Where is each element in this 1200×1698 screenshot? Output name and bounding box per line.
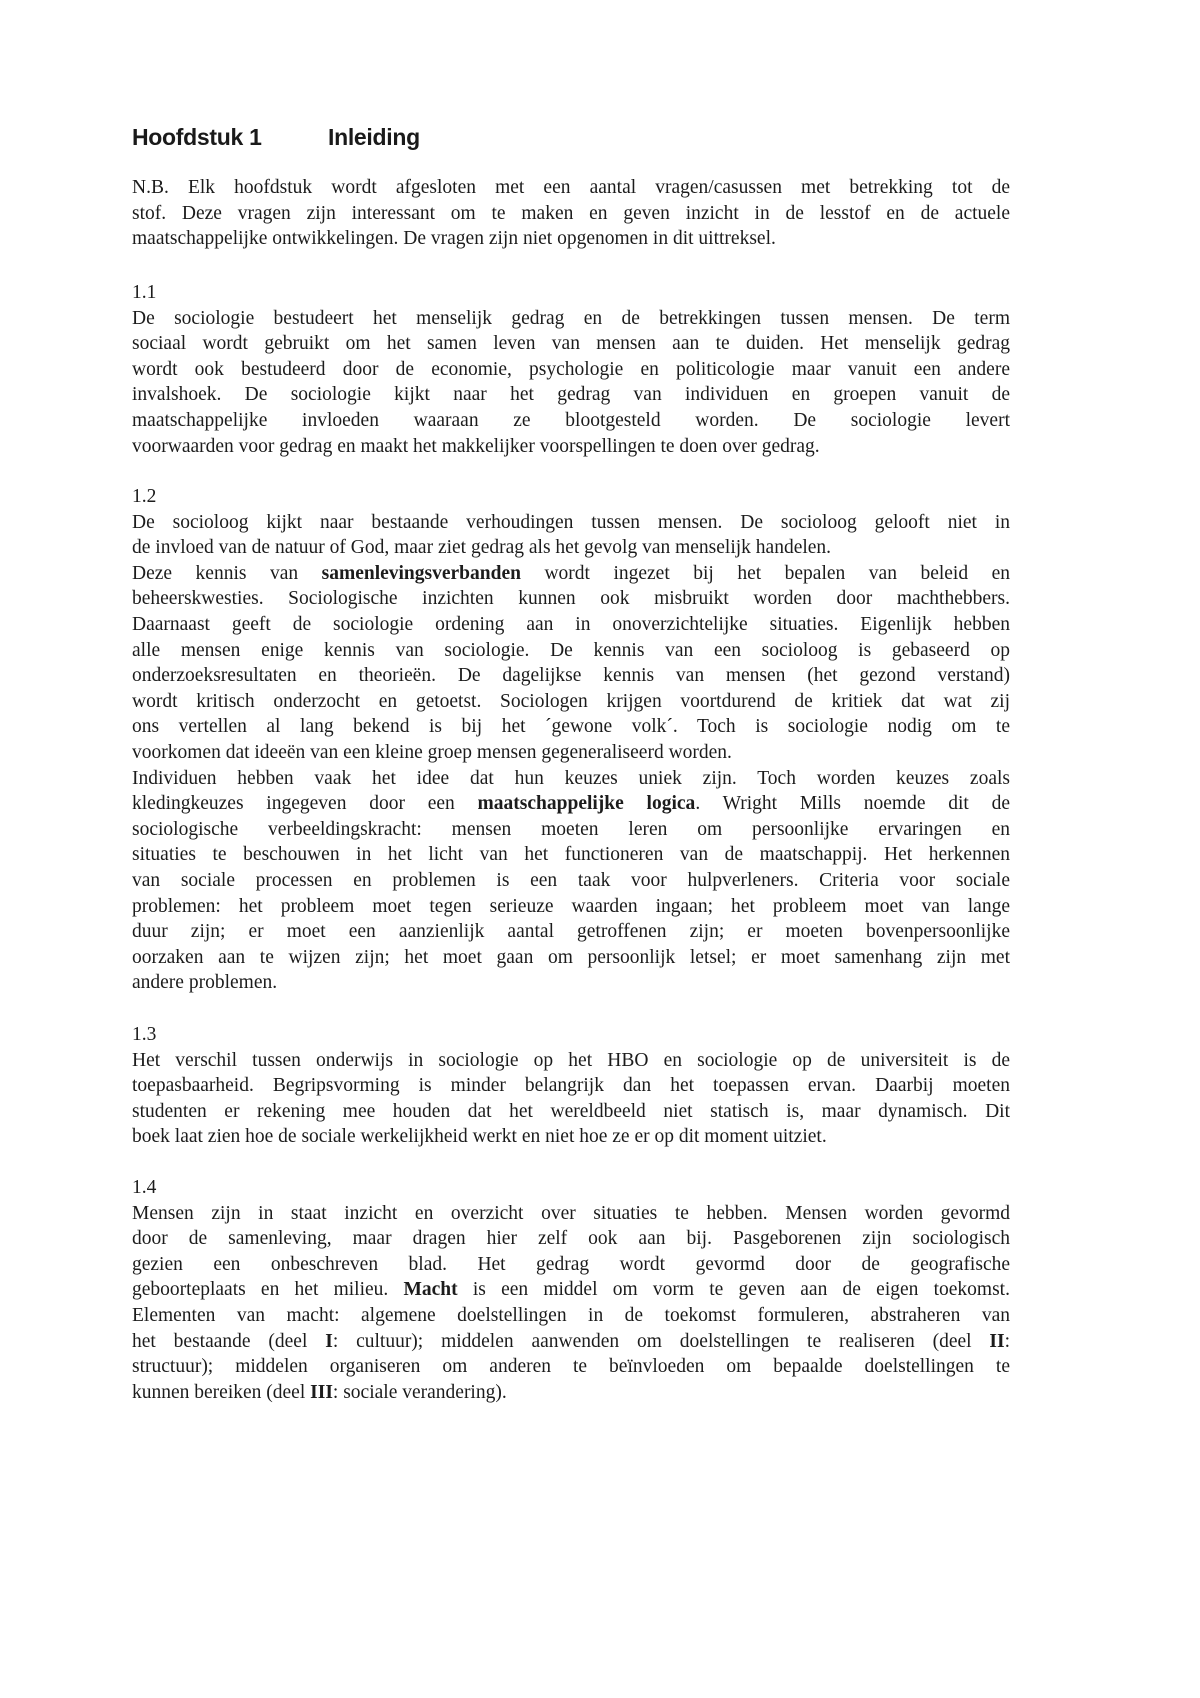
intro-paragraph [132,175,1010,252]
paragraph-line: toepasbaarheid. Begripsvorming is minder belangrijk dan het toepassen ervan. Daarbij moeten [132,1075,1010,1097]
paragraph-line: problemen: het probleem moet tegen serieuze waarden ingaan; het probleem moet van lange [132,895,1010,917]
paragraph-line: maatschappelijke invloeden waaraan ze blootgesteld worden. De sociologie levert [132,409,1010,431]
section-number: 1.2 [132,486,157,507]
section-number: 1.3 [132,1024,157,1045]
paragraph-line: van sociale processen en problemen is een taak voor hulpverleners. Criteria voor sociale [132,869,1010,891]
chapter-heading [132,124,420,151]
paragraph-line: oorzaken aan te wijzen zijn; het moet gaan om persoonlijk letsel; er moet samenhang zijn met [132,946,1010,968]
paragraph-line: Het verschil tussen onderwijs in sociologie op het HBO en sociologie op de universiteit is de [132,1049,1010,1071]
paragraph-line: ons vertellen al lang bekend is bij het ´gewone volk´. Toch is sociologie nodig om te [132,716,1010,738]
paragraph-line: De sociologie bestudeert het menselijk gedrag en de betrekkingen tussen mensen. De term [132,307,1010,329]
paragraph-line: structuur); middelen organiseren om anderen te beïnvloeden om bepaalde doelstellingen te [132,1356,1010,1378]
paragraph-line: de invloed van de natuur of God, maar ziet gedrag als het gevolg van menselijk handelen. [132,537,832,559]
paragraph-line: Daarnaast geeft de sociologie ordening aan in onoverzichtelijke situaties. Eigenlijk hebben [132,613,1010,635]
paragraph-line: studenten er rekening mee houden dat het wereldbeeld niet statisch is, maar dynamisch. Dit [132,1100,1010,1122]
section-1-2 [132,484,1010,996]
bold-term-maatschappelijke-logica: maatschappelijke logica [477,793,696,815]
section-number: 1.1 [132,282,157,303]
paragraph-line: gezien een onbeschreven blad. Het gedrag wordt gevormd door de geografische [132,1253,1010,1275]
paragraph-line: sociologische verbeeldingskracht: mensen moeten leren om persoonlijke ervaringen en [132,818,1010,840]
paragraph-line: onderzoeksresultaten en theorieën. De dagelijkse kennis van mensen (het gezond verstand) [132,665,1010,687]
section-number: 1.4 [132,1177,157,1198]
paragraph-line: voorwaarden voor gedrag en maakt het makkelijker voorspellingen te doen over gedrag. [132,435,820,457]
paragraph-line: N.B. Elk hoofdstuk wordt afgesloten met een aantal vragen/casussen met betrekking tot de [132,177,1010,198]
paragraph-line: stof. Deze vragen zijn interessant om te maken en geven inzicht in de lesstof en de actuele [132,202,1010,224]
paragraph-line: kledingkeuzes ingegeven door een maatschappelijke logica. Wright Mills noemde dit de [132,793,1011,815]
paragraph-line: maatschappelijke ontwikkelingen. De vragen zijn niet opgenomen in dit uittreksel. [132,228,776,250]
paragraph-line: wordt ook bestudeerd door de economie, psychologie en politicologie maar vanuit een andere [132,358,1010,380]
paragraph-line: duur zijn; er moet een aanzienlijk aantal getroffenen zijn; er moeten bovenpersoonlijke [132,921,1010,943]
paragraph-line: sociaal wordt gebruikt om het samen leven van mensen aan te duiden. Het menselijk gedrag [132,333,1010,355]
chapter-title: Inleiding [328,124,420,150]
paragraph-line: voorkomen dat ideeën van een kleine groep mensen gegeneraliseerd worden. [132,741,732,763]
paragraph-line: boek laat zien hoe de sociale werkelijkheid werkt en niet hoe ze er op dit moment uitziet. [132,1126,827,1148]
paragraph-line: Elementen van macht: algemene doelstellingen in de toekomst formuleren, abstraheren van [132,1304,1010,1326]
paragraph-line: wordt kritisch onderzocht en getoetst. Sociologen krijgen voortdurend de kritiek dat wat zij [132,690,1010,712]
paragraph-line: beheerskwesties. Sociologische inzichten kunnen ook misbruikt worden door machthebbers. [132,588,1010,610]
paragraph-line: De socioloog kijkt naar bestaande verhoudingen tussen mensen. De socioloog gelooft niet in [132,511,1010,533]
paragraph-line: invalshoek. De sociologie kijkt naar het gedrag van individuen en groepen vanuit de [132,384,1010,406]
paragraph-line: kunnen bereiken (deel III: sociale verandering). [132,1381,507,1403]
bold-part-number: III [310,1381,333,1403]
paragraph-line: Individuen hebben vaak het idee dat hun keuzes uniek zijn. Toch worden keuzes zoals [132,767,1010,789]
bold-term-macht: Macht [403,1279,458,1301]
paragraph-line: Mensen zijn in staat inzicht en overzicht over situaties te hebben. Mensen worden gevormd [132,1202,1010,1224]
paragraph-line: door de samenleving, maar dragen hier zelf ook aan bij. Pasgeborenen zijn sociologisch [132,1228,1010,1250]
bold-term-samenlevingsverbanden: samenlevingsverbanden [321,562,521,584]
bold-part-number: I [325,1330,333,1352]
bold-part-number: II [989,1330,1005,1352]
section-1-3 [132,1022,1010,1150]
paragraph-line: andere problemen. [132,972,278,994]
chapter-number: Hoofdstuk 1 [132,124,262,150]
section-1-1 [132,280,1010,459]
paragraph-line: het bestaande (deel I: cultuur); middelen aanwenden om doelstellingen te realiseren (deel II: [132,1330,1011,1352]
paragraph-line: Deze kennis van samenlevingsverbanden wordt ingezet bij het bepalen van beleid en [132,562,1010,584]
paragraph-line: situaties te beschouwen in het licht van het functioneren van de maatschappij. Het herkennen [132,844,1010,866]
paragraph-line: geboorteplaats en het milieu. Macht is een middel om vorm te geven aan de eigen toekomst. [132,1279,1010,1301]
paragraph-line: alle mensen enige kennis van sociologie. De kennis van een socioloog is gebaseerd op [132,639,1010,661]
section-1-4 [132,1175,1010,1405]
